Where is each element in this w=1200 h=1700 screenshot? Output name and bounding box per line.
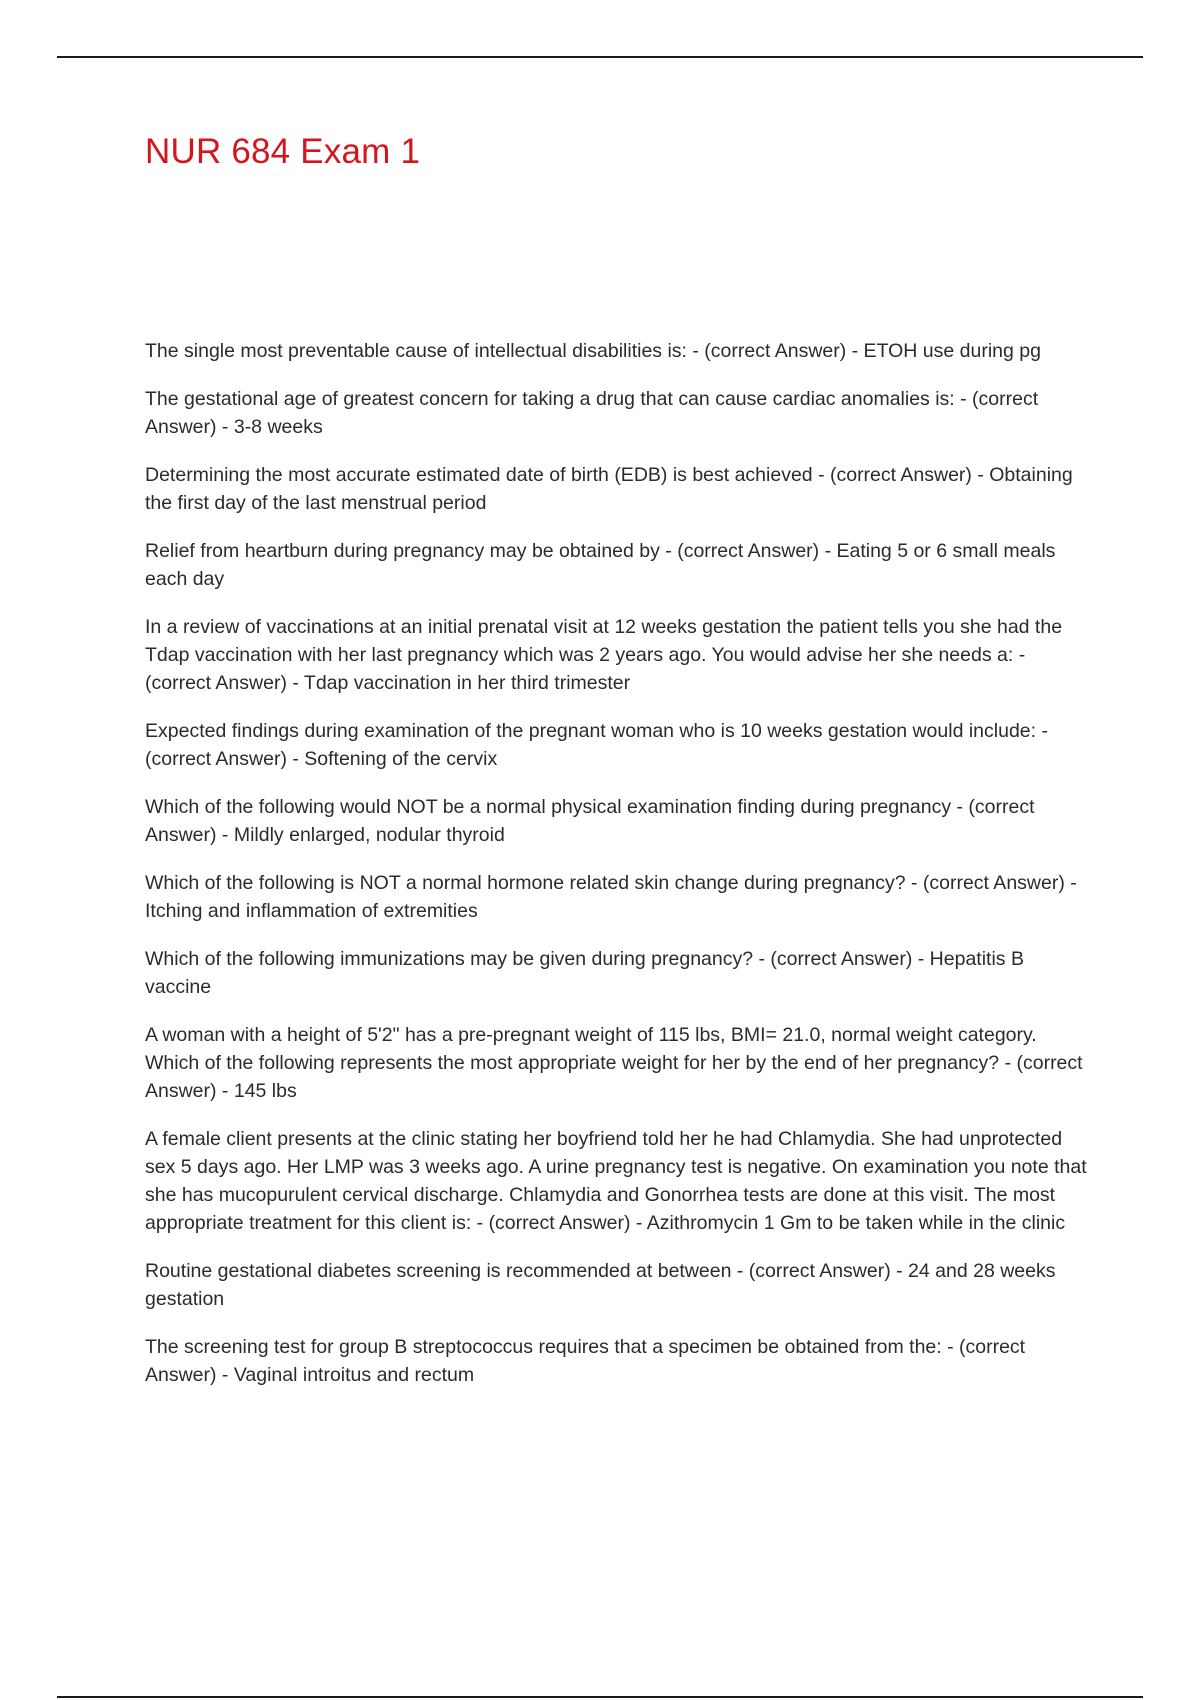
bottom-divider bbox=[57, 1696, 1143, 1698]
qa-item: Determining the most accurate estimated date of birth (EDB) is best achieved - (correct Answer) - Obtaining the first day of the last menstrual period bbox=[145, 464, 1073, 514]
qa-item: Routine gestational diabetes screening is recommended at between - (correct Answer) - 24 and 28 weeks gestation bbox=[145, 1260, 1056, 1310]
qa-item: Which of the following immunizations may be given during pregnancy? - (correct Answer) - Hepatitis B vaccine bbox=[145, 948, 1024, 998]
qa-item: A woman with a height of 5'2" has a pre-pregnant weight of 115 lbs, BMI= 21.0, normal weight category. Which of the following represents the most appropriate weight for her by the end of her pregnancy? - (correct Answer) - 145 lbs bbox=[145, 1024, 1083, 1102]
qa-item: Which of the following would NOT be a normal physical examination finding during pregnancy - (correct Answer) - Mildly enlarged, nodular thyroid bbox=[145, 796, 1035, 846]
qa-item: Relief from heartburn during pregnancy may be obtained by - (correct Answer) - Eating 5 or 6 small meals each day bbox=[145, 540, 1056, 590]
qa-item: Which of the following is NOT a normal hormone related skin change during pregnancy? - (correct Answer) - Itching and inflammation of extremities bbox=[145, 872, 1077, 922]
qa-item: In a review of vaccinations at an initial prenatal visit at 12 weeks gestation the patient tells you she had the Tdap vaccination with her last pregnancy which was 2 years ago. You would advise her she needs a: - (correct Answer) - Tdap vaccination in her third trimester bbox=[145, 616, 1063, 694]
qa-item: Expected findings during examination of the pregnant woman who is 10 weeks gestation would include: - (correct Answer) - Softening of the cervix bbox=[145, 720, 1048, 770]
top-divider bbox=[57, 56, 1143, 58]
qa-item: The single most preventable cause of intellectual disabilities is: - (correct Answer) - ETOH use during pg bbox=[145, 340, 1041, 362]
qa-item: A female client presents at the clinic stating her boyfriend told her he had Chlamydia. She had unprotected sex 5 days ago. Her LMP was 3 weeks ago. A urine pregnancy test is negative. On examination you note that she has mucopurulent cervical discharge. Chlamydia and Gonorrhea tests are done at this visit. The most appropriate treatment for this client is: - (correct Answer) - Azithromycin 1 Gm to be taken while in the clinic bbox=[145, 1128, 1087, 1234]
qa-item: The gestational age of greatest concern for taking a drug that can cause cardiac anomalies is: - (correct Answer) - 3-8 weeks bbox=[145, 388, 1039, 438]
question-answer-list bbox=[145, 337, 1095, 1409]
document-title: NUR 684 Exam 1 bbox=[145, 132, 421, 171]
qa-item: The screening test for group B streptococcus requires that a specimen be obtained from the: - (correct Answer) - Vaginal introitus and rectum bbox=[145, 1336, 1026, 1386]
